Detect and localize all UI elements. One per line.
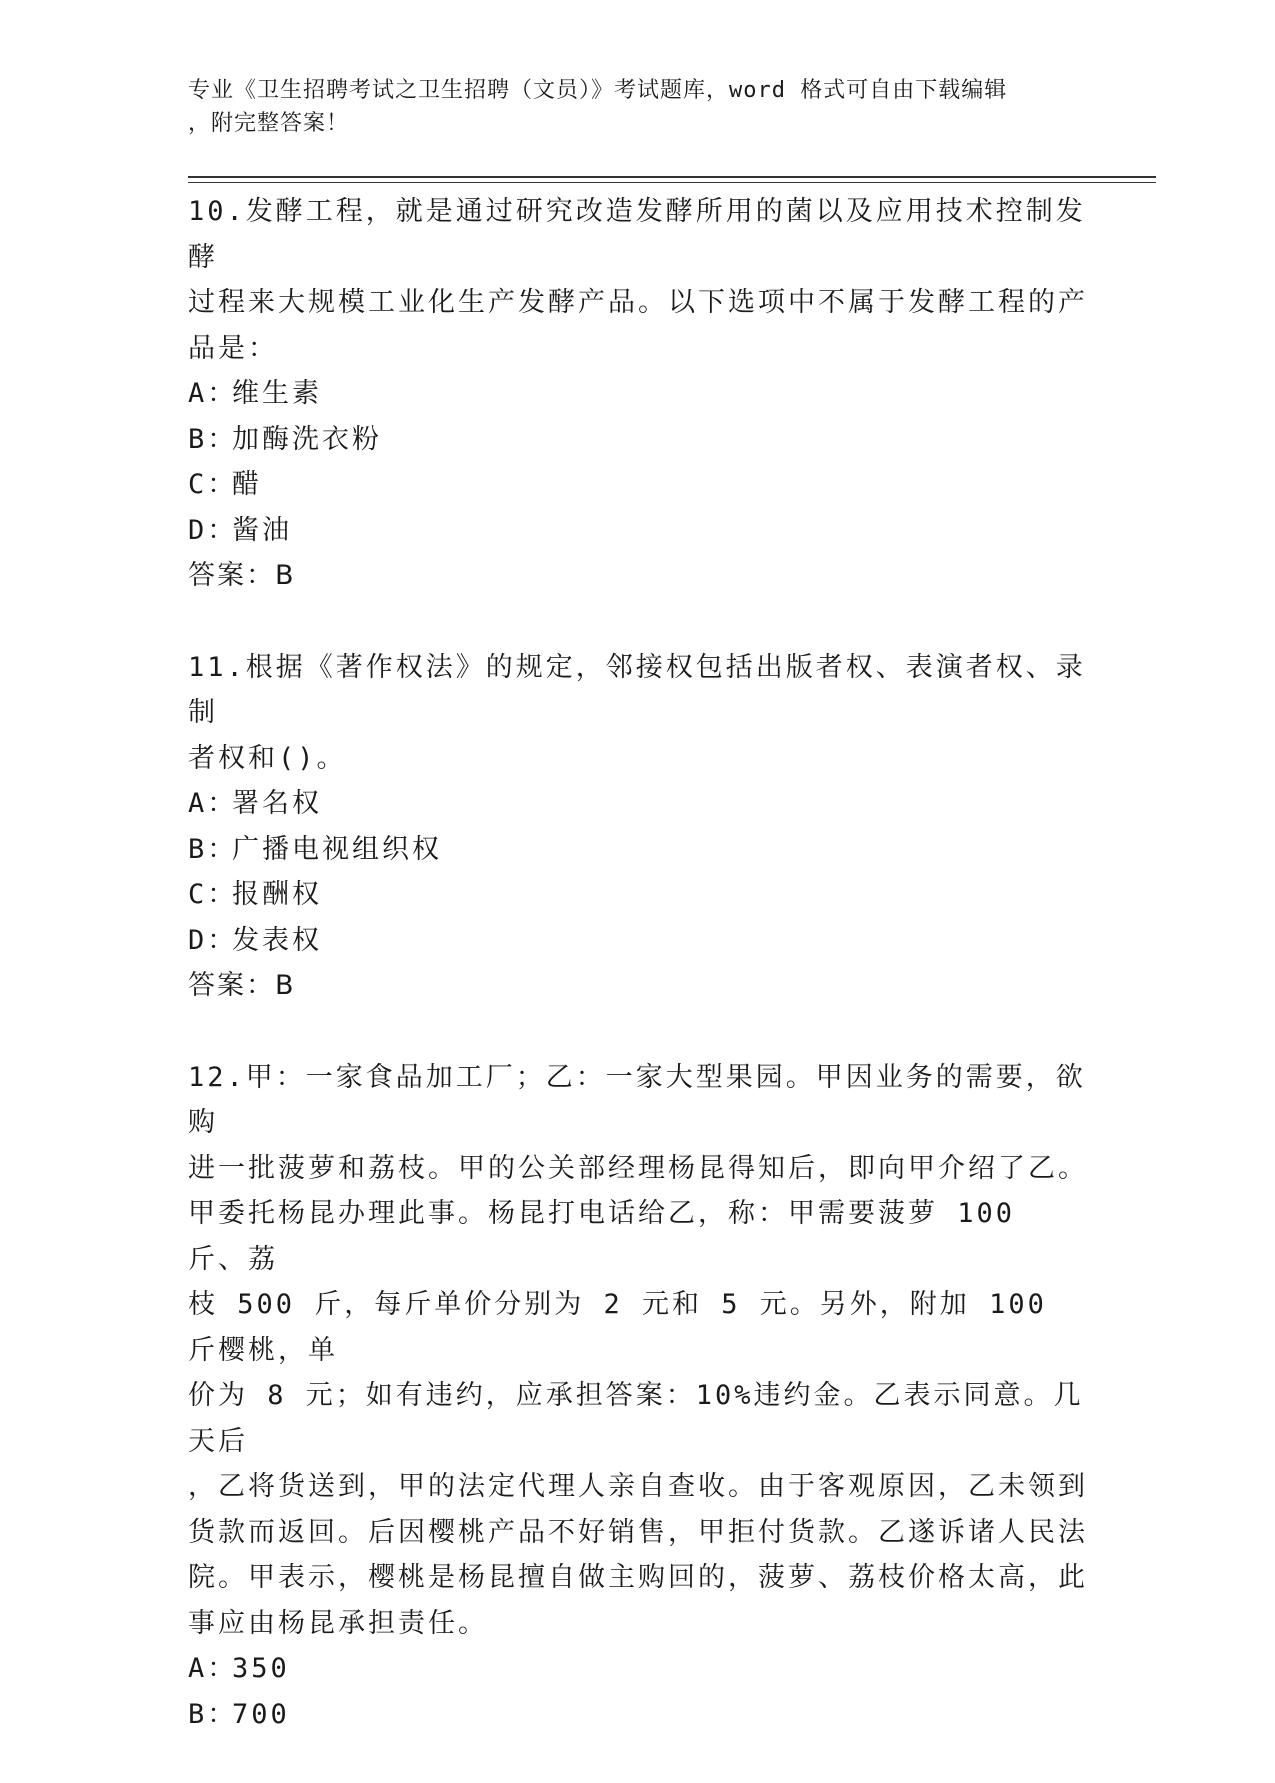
question-12 — [188, 1055, 1088, 1738]
option-a — [188, 781, 1088, 827]
option-text: 报酬权 — [232, 879, 322, 910]
option-text: 署名权 — [232, 788, 322, 819]
question-text: 院。甲表示，樱桃是杨昆擅自做主购回的，菠萝、荔枝价格太高，此 — [188, 1562, 1088, 1593]
question-text: 过程来大规模工业化生产发酵产品。以下选项中不属于发酵工程的产 — [188, 287, 1088, 318]
option-text: 广播电视组织权 — [232, 833, 442, 865]
question-text: 11.根据《著作权法》的规定，邻接权包括出版者权、表演者权、录制 — [188, 651, 1086, 728]
option-d — [188, 508, 1088, 554]
option-d — [188, 918, 1088, 964]
option-key: D： — [188, 924, 238, 956]
option-text: 加酶洗衣粉 — [232, 423, 382, 455]
question-text: 10.发酵工程，就是通过研究改造发酵所用的菌以及应用技术控制发酵 — [188, 196, 1086, 273]
question-10 — [188, 189, 1088, 599]
option-a — [188, 1646, 1088, 1692]
question-text: 12.甲：一家食品加工厂；乙：一家大型果园。甲因业务的需要，欲购 — [188, 1061, 1086, 1138]
option-c — [188, 462, 1088, 508]
option-text: 酱油 — [232, 514, 292, 546]
option-text: 700 — [232, 1698, 290, 1730]
document-header — [188, 74, 1078, 140]
option-key: C： — [188, 469, 238, 500]
question-text: 货款而返回。后因樱桃产品不好销售，甲拒付货款。乙遂诉诸人民法 — [188, 1516, 1088, 1548]
answer-label: 答案：B — [188, 560, 296, 591]
option-a — [188, 371, 1088, 417]
header-line: ，附完整答案！ — [188, 111, 350, 136]
option-key: B： — [188, 1698, 238, 1730]
header-line: 专业《卫生招聘考试之卫生招聘（文员）》考试题库，word 格式可自由下载编辑 — [188, 78, 1008, 103]
option-key: D： — [188, 514, 238, 546]
option-text: 维生素 — [232, 378, 322, 409]
option-text: 醋 — [232, 469, 262, 500]
option-text: 350 — [232, 1653, 290, 1684]
option-key: B： — [188, 423, 238, 455]
question-text: ，乙将货送到，甲的法定代理人亲自查收。由于客观原因，乙未领到 — [188, 1471, 1088, 1502]
question-11 — [188, 645, 1088, 1009]
option-key: A： — [188, 378, 238, 409]
option-b — [188, 417, 1088, 463]
question-text: 者权和()。 — [188, 742, 347, 774]
question-text: 进一批菠萝和荔枝。甲的公关部经理杨昆得知后，即向甲介绍了乙。 — [188, 1152, 1088, 1184]
option-b — [188, 1692, 1088, 1738]
question-text: 枝 500 斤，每斤单价分别为 2 元和 5 元。另外，附加 100 斤樱桃，单 — [188, 1289, 1047, 1366]
option-c — [188, 872, 1088, 918]
question-text: 甲委托杨昆办理此事。杨昆打电话给乙，称：甲需要菠萝 100 斤、荔 — [188, 1198, 1016, 1275]
option-key: A： — [188, 788, 238, 819]
option-key: B： — [188, 833, 238, 865]
option-key: C： — [188, 879, 238, 910]
option-key: A： — [188, 1653, 238, 1684]
question-text: 价为 8 元；如有违约，应承担答案：10%违约金。乙表示同意。几天后 — [188, 1380, 1084, 1457]
question-text: 品是： — [188, 332, 278, 364]
option-b — [188, 827, 1088, 873]
option-text: 发表权 — [232, 924, 322, 956]
answer-label: 答案：B — [188, 970, 296, 1001]
question-list — [188, 189, 1088, 1783]
header-divider — [188, 182, 1156, 183]
header-divider — [188, 176, 1156, 178]
question-text: 事应由杨昆承担责任。 — [188, 1607, 488, 1639]
